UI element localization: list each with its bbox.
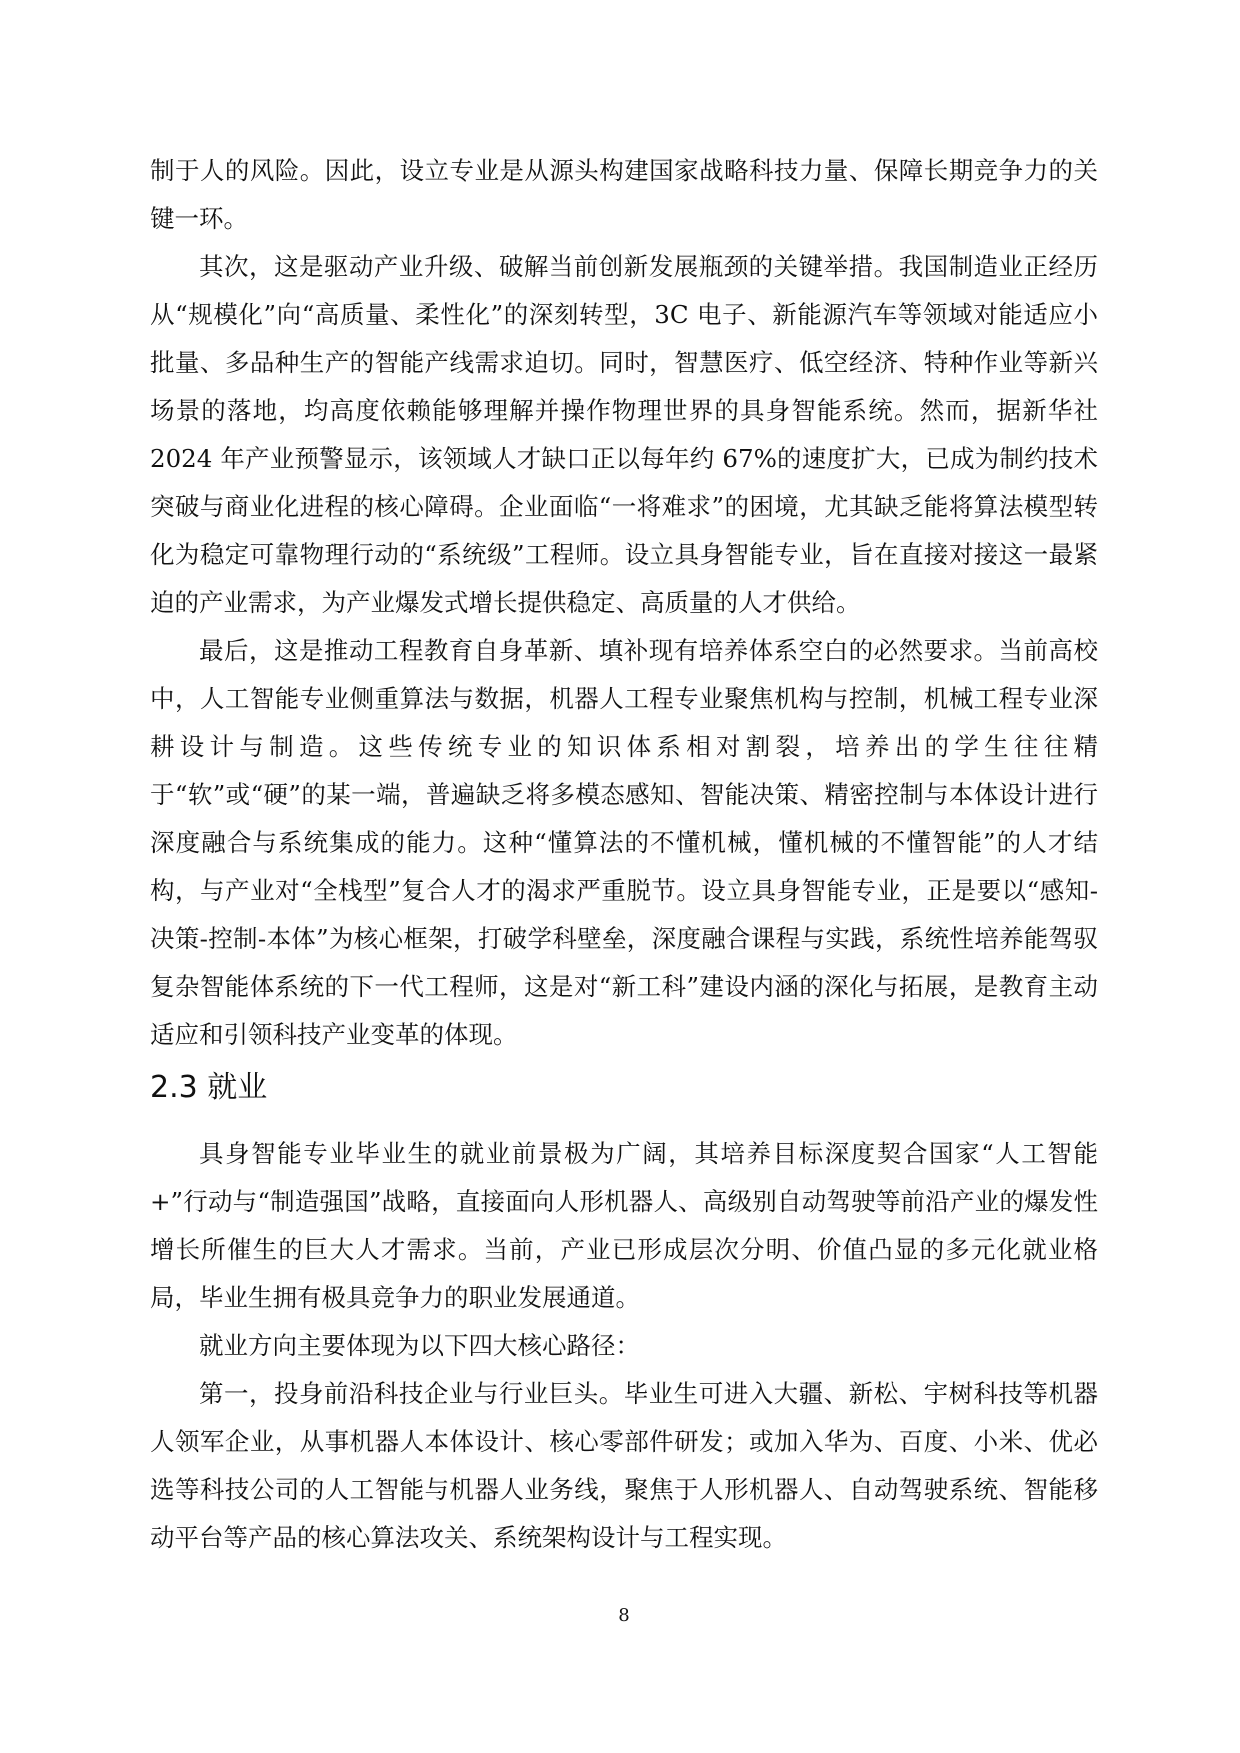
section-heading: 2.3 就业 (150, 1070, 268, 1105)
section-paragraph-first-path: 第一，投身前沿科技企业与行业巨头。毕业生可进入大疆、新松、宇树科技等机器人领军企业，从事机器人本体设计、核心零部件研发；或加入华为、百度、小米、优必选等科技公司的人工智能与机器人业务线，聚焦于人形机器人、自动驾驶系统、智能移动平台等产品的核心算法攻关、系统架构设计与工程实现。 (150, 1379, 1098, 1552)
body-text-before-section (150, 147, 1098, 1059)
paragraph-second: 其次，这是驱动产业升级、破解当前创新发展瓶颈的关键举措。我国制造业正经历从“规模化”向“高质量、柔性化”的深刻转型，3C 电子、新能源汽车等领域对能适应小批量、多品种生产的智能产线需求迫切。同时，智慧医疗、低空经济、特种作业等新兴场景的落地，均高度依赖能够理解并操作物理世界的具身智能系统。然而，据新华社 2024 年产业预警显示，该领域人才缺口正以每年约 67%的速度扩大，已成为制约技术突破与商业化进程的核心障碍。企业面临“一将难求”的困境，尤其缺乏能将算法模型转化为稳定可靠物理行动的“系统级”工程师。设立具身智能专业，旨在直接对接这一最紧迫的产业需求，为产业爆发式增长提供稳定、高质量的人才供给。 (150, 252, 1098, 617)
document-page (150, 0, 1098, 1753)
section-paragraph-paths: 就业方向主要体现为以下四大核心路径： (199, 1331, 640, 1360)
section-body-text (150, 1130, 1098, 1562)
paragraph-third: 最后，这是推动工程教育自身革新、填补现有培养体系空白的必然要求。当前高校中，人工智能专业侧重算法与数据，机器人工程专业聚焦机构与控制，机械工程专业深耕设计与制造。这些传统专业的知识体系相对割裂，培养出的学生往往精于“软”或“硬”的某一端，普遍缺乏将多模态感知、智能决策、精密控制与本体设计进行深度融合与系统集成的能力。这种“懂算法的不懂机械，懂机械的不懂智能”的人才结构，与产业对“全栈型”复合人才的渴求严重脱节。设立具身智能专业，正是要以“感知-决策-控制-本体”为核心框架，打破学科壁垒，深度融合课程与实践，系统性培养能驾驭复杂智能体系统的下一代工程师，这是对“新工科”建设内涵的深化与拓展，是教育主动适应和引领科技产业变革的体现。 (150, 636, 1098, 1049)
page-number: 8 (618, 1605, 630, 1626)
paragraph-continuation: 制于人的风险。因此，设立专业是从源头构建国家战略科技力量、保障长期竞争力的关键一环。 (150, 156, 1098, 233)
section-paragraph-intro: 具身智能专业毕业生的就业前景极为广阔，其培养目标深度契合国家“人工智能+”行动与“制造强国”战略，直接面向人形机器人、高级别自动驾驶等前沿产业的爆发性增长所催生的巨大人才需求。当前，产业已形成层次分明、价值凸显的多元化就业格局，毕业生拥有极具竞争力的职业发展通道。 (150, 1139, 1098, 1312)
